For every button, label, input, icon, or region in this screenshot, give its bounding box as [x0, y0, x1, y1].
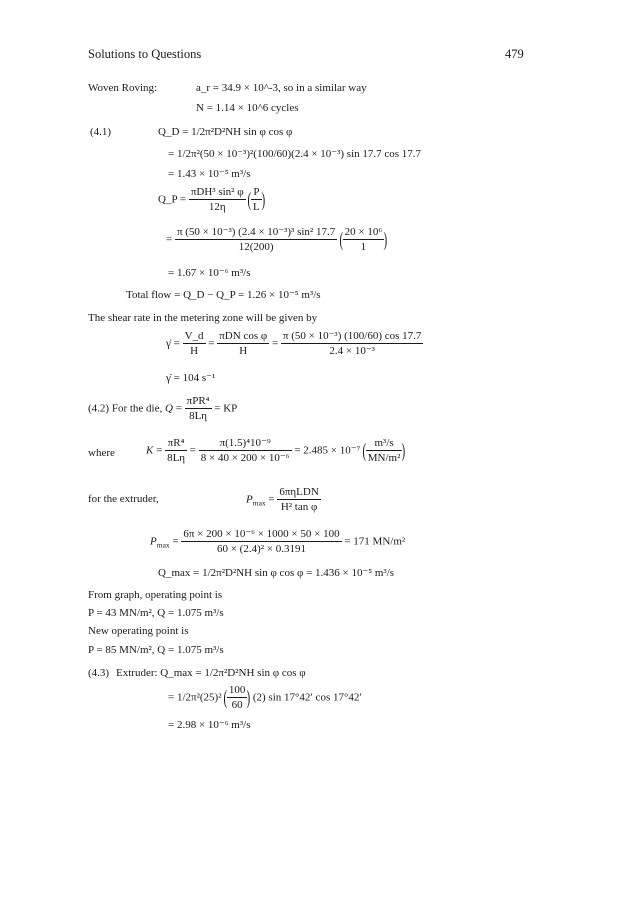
q41-tag: (4.1) [90, 126, 112, 138]
qp-formula: Q_P = $\frac{\text{πDH³ sin² φ}}{12\eta}$ ( $\frac{P}{L}$ ) [158, 186, 265, 213]
qp-result: = 1.67 × 10⁻⁶ m³/s [168, 267, 251, 279]
q42-die: (4.2) For the die, Q = $\frac{\text{πPR⁴}}{8L\eta}$ = KP [88, 395, 238, 422]
pmax-substitution: $P_{max}$ = $\frac{\text{6π × 200 × 10⁻⁶ × 1000 × 50 × 100}}{\text{60 × (2.4)² × 0.3191}}$ = 171 MN/m² [150, 528, 406, 555]
q43-result: = 2.98 × 10⁻⁶ m³/s [168, 719, 251, 731]
q43-extruder: Extruder: Q_max = 1/2π²D²NH sin φ cos φ [116, 667, 306, 679]
woven-label: Woven Roving: [88, 82, 158, 94]
graph-text: From graph, operating point is [88, 589, 223, 601]
qd-result: = 1.43 × 10⁻⁵ m³/s [168, 168, 251, 180]
pmax-formula: $P_{max}$ = $\frac{\text{6πηLDN}}{\text{H² tan φ}}$ [246, 486, 319, 513]
k-formula: K = $\frac{\text{πR⁴}}{8L\eta}$ = $\frac{\text{π(1.5)⁴10⁻⁹}}{\text{8 × 40 × 200 × 10⁻⁶}}$ = 2.485 × 10⁻⁷ ( $\frac{\text{m³/s}}{\text{MN/m²}}$ ) [146, 437, 406, 464]
qd-formula: Q_D = 1/2π²D²NH sin φ cos φ [158, 126, 293, 138]
shear-result: γ̇ = 104 s⁻¹ [166, 372, 216, 384]
qp-substitution: = $\frac{\text{π (50 × 10⁻³) (2.4 × 10⁻³)³ sin² 17.7}}{12(200)}$ ( $\frac{\text{20 × 10⁶}}{1}$ ) [166, 226, 388, 253]
new-point-text: New operating point is [88, 625, 189, 637]
running-header: Solutions to Questions [88, 47, 202, 61]
total-flow: Total flow = Q_D − Q_P = 1.26 × 10⁻⁵ m³/s [126, 289, 321, 301]
extruder-label: for the extruder, [88, 493, 159, 505]
operating-point-1: P = 43 MN/m², Q = 1.075 m³/s [88, 607, 224, 619]
page-number: 479 [505, 47, 524, 61]
operating-point-2: P = 85 MN/m², Q = 1.075 m³/s [88, 644, 224, 656]
shear-text: The shear rate in the metering zone will be given by [88, 312, 318, 324]
q43-tag: (4.3) [88, 667, 110, 679]
q43-substitution: = 1/2π²(25)² ( $\frac{100}{60}$ ) (2) sin 17°42′ cos 17°42′ [168, 684, 362, 711]
qd-substitution: = 1/2π²(50 × 10⁻³)²(100/60)(2.4 × 10⁻³) sin 17.7 cos 17.7 [168, 148, 422, 160]
qmax-formula: Q_max = 1/2π²D²NH sin φ cos φ = 1.436 × 10⁻⁵ m³/s [158, 567, 395, 579]
shear-formula: γ̇ = $\frac{V\_d}{H}$ = $\frac{\text{πDN cos φ}}{H}$ = $\frac{\text{π (50 × 10⁻³) (100/60) cos 17.7}}{\text{2.4 × 10⁻³}}$ [166, 330, 422, 357]
woven-ar: a_r = 34.9 × 10^-3, so in a similar way [196, 82, 367, 94]
woven-n: N = 1.14 × 10^6 cycles [196, 102, 299, 114]
where-label: where [88, 447, 115, 459]
